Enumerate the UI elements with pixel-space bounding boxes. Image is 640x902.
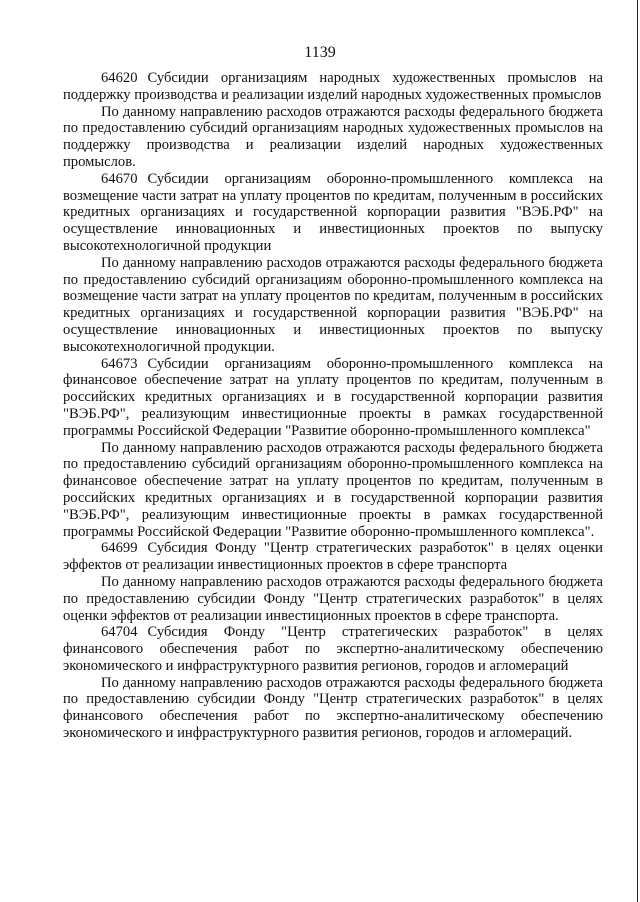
entry-title xyxy=(63,70,603,104)
entry-description: По данному направлению расходов отражаются расходы федерального бюджета по предоставлению субсидии Фонду "Центр стратегических разработок" в целях оценки эффектов от реализации инвестиционных проектов в сфере транспорта. xyxy=(63,573,603,624)
entry-title-text: Субсидии организациям оборонно-промышленного комплекса на возмещение части затрат на уплату процентов по кредитам, полученным в российских кредитных организациях и государственной корпорации развития "ВЭБ.РФ" на осуществление инновационных и инвестиционных проектов по выпуску высокотехнологичной продукции xyxy=(63,170,603,254)
document-body xyxy=(63,70,603,742)
entry-title xyxy=(63,624,603,674)
entry-code: 64699 xyxy=(101,540,138,557)
page-number: 1139 xyxy=(304,44,336,61)
entry-description: По данному направлению расходов отражаются расходы федерального бюджета по предоставлению субсидий организациям оборонно-промышленного комплекса на возмещение части затрат на уплату процентов по кредитам, полученным в российских кредитных организациях и государственной корпорации развития "ВЭБ.РФ" на осуществление инновационных и инвестиционных проектов по выпуску высокотехнологичной продукции. xyxy=(63,254,603,355)
entry-code: 64620 xyxy=(101,70,138,86)
entry-title xyxy=(63,171,603,255)
entry-code: 64673 xyxy=(101,355,138,372)
entry-description: По данному направлению расходов отражаются расходы федерального бюджета по предоставлению субсидий организациям оборонно-промышленного комплекса на финансовое обеспечение затрат на уплату процентов по кредитам, полученным в российских кредитных организациях и в государственной корпорации развития "ВЭБ.РФ", реализующим инвестиционные проекты в рамках государственной программы Российской Федерации "Развитие оборонно-промышленного комплекса". xyxy=(63,439,603,540)
entry-description: По данному направлению расходов отражаются расходы федерального бюджета по предоставлению субсидии Фонду "Центр стратегических разработок" в целях финансового обеспечения работ по экспертно-аналитическому обеспечению экономического и инфраструктурного развития регионов, городов и агломераций. xyxy=(63,674,603,742)
entry-description: По данному направлению расходов отражаются расходы федерального бюджета по предоставлению субсидий организациям народных художественных промыслов на поддержку производства и реализации изделий народных художественных промыслов. xyxy=(63,103,603,170)
entry-code: 64670 xyxy=(101,170,138,187)
entry-title-text: Субсидия Фонду "Центр стратегических разработок" в целях финансового обеспечения работ по экспертно-аналитическому обеспечению экономического и инфраструктурного развития регионов, городов и агломераций xyxy=(63,624,603,674)
entry-title-text: Субсидии организациям оборонно-промышленного комплекса на финансовое обеспечение затрат на уплату процентов по кредитам, полученным в российских кредитных организациях и в государственной корпорации развития "ВЭБ.РФ", реализующим инвестиционные проекты в рамках государственной программы Российской Федерации "Развитие оборонно-промышленного комплекса" xyxy=(63,355,603,439)
scan-edge-line xyxy=(637,0,638,902)
entry-code: 64704 xyxy=(101,624,138,641)
entry-title-text: Субсидии организациям народных художественных промыслов на поддержку производства и реализации изделий народных художественных промыслов xyxy=(63,70,603,103)
entry-title xyxy=(63,356,603,440)
entry-title xyxy=(63,540,603,574)
entry-title-text: Субсидия Фонду "Центр стратегических разработок" в целях оценки эффектов от реализации инвестиционных проектов в сфере транспорта xyxy=(63,540,603,574)
